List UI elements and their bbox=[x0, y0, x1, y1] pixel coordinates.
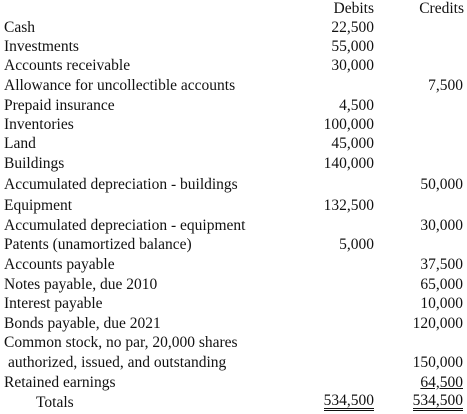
table-row bbox=[0, 216, 467, 235]
account-name: Accounts receivable bbox=[4, 57, 131, 74]
total-credits: 534,500 bbox=[412, 392, 463, 409]
debit-amount: 4,500 bbox=[339, 97, 374, 114]
totals-row bbox=[0, 393, 467, 412]
account-name: Interest payable bbox=[4, 295, 103, 312]
credit-amount: 7,500 bbox=[428, 77, 463, 94]
account-name: Notes payable, due 2010 bbox=[4, 276, 158, 293]
account-name: Equipment bbox=[4, 197, 73, 214]
account-name: Land bbox=[4, 135, 36, 152]
account-name: Investments bbox=[4, 38, 79, 55]
account-name: Patents (unamortized balance) bbox=[4, 236, 192, 253]
credit-amount: 30,000 bbox=[420, 217, 463, 234]
table-row bbox=[0, 353, 467, 372]
table-row bbox=[0, 275, 467, 294]
account-name: Retained earnings bbox=[4, 374, 116, 391]
table-row bbox=[0, 76, 467, 95]
credit-amount: 10,000 bbox=[420, 295, 463, 312]
table-row bbox=[0, 175, 467, 194]
account-name: authorized, issued, and outstanding bbox=[8, 354, 227, 371]
account-name: Common stock, no par, 20,000 shares bbox=[4, 334, 238, 351]
credit-amount: 50,000 bbox=[420, 176, 463, 193]
table-row bbox=[0, 37, 467, 56]
credits-header: Credits bbox=[419, 0, 464, 17]
totals-label: Totals bbox=[36, 394, 74, 411]
table-row bbox=[0, 294, 467, 313]
table-row bbox=[0, 56, 467, 75]
account-name: Bonds payable, due 2021 bbox=[4, 315, 161, 332]
account-name: Buildings bbox=[4, 155, 65, 172]
debit-amount: 132,500 bbox=[323, 197, 374, 214]
table-row bbox=[0, 96, 467, 115]
table-row bbox=[0, 314, 467, 333]
account-name: Inventories bbox=[4, 116, 74, 133]
account-name: Prepaid insurance bbox=[4, 97, 115, 114]
table-row bbox=[0, 154, 467, 173]
table-row bbox=[0, 373, 467, 392]
table-row bbox=[0, 134, 467, 153]
credit-amount: 65,000 bbox=[420, 276, 463, 293]
account-name: Accumulated depreciation - buildings bbox=[4, 176, 238, 193]
account-name: Cash bbox=[4, 19, 35, 36]
table-row bbox=[0, 255, 467, 274]
debit-amount: 5,000 bbox=[339, 236, 374, 253]
table-row bbox=[0, 196, 467, 215]
table-row bbox=[0, 18, 467, 37]
debit-amount: 45,000 bbox=[331, 135, 374, 152]
table-row bbox=[0, 333, 467, 352]
debit-amount: 100,000 bbox=[323, 116, 374, 133]
credit-amount: 120,000 bbox=[412, 315, 463, 332]
table-row bbox=[0, 115, 467, 134]
table-row bbox=[0, 235, 467, 254]
total-debits: 534,500 bbox=[323, 392, 374, 409]
account-name: Allowance for uncollectible accounts bbox=[4, 77, 236, 94]
debit-amount: 30,000 bbox=[331, 57, 374, 74]
credit-amount: 37,500 bbox=[420, 256, 463, 273]
debit-amount: 140,000 bbox=[323, 155, 374, 172]
credit-amount: 64,500 bbox=[420, 374, 463, 391]
debit-amount: 22,500 bbox=[331, 19, 374, 36]
credit-amount: 150,000 bbox=[412, 354, 463, 371]
debit-amount: 55,000 bbox=[331, 38, 374, 55]
debits-header: Debits bbox=[333, 0, 374, 17]
account-name: Accounts payable bbox=[4, 256, 115, 273]
account-name: Accumulated depreciation - equipment bbox=[4, 217, 246, 234]
